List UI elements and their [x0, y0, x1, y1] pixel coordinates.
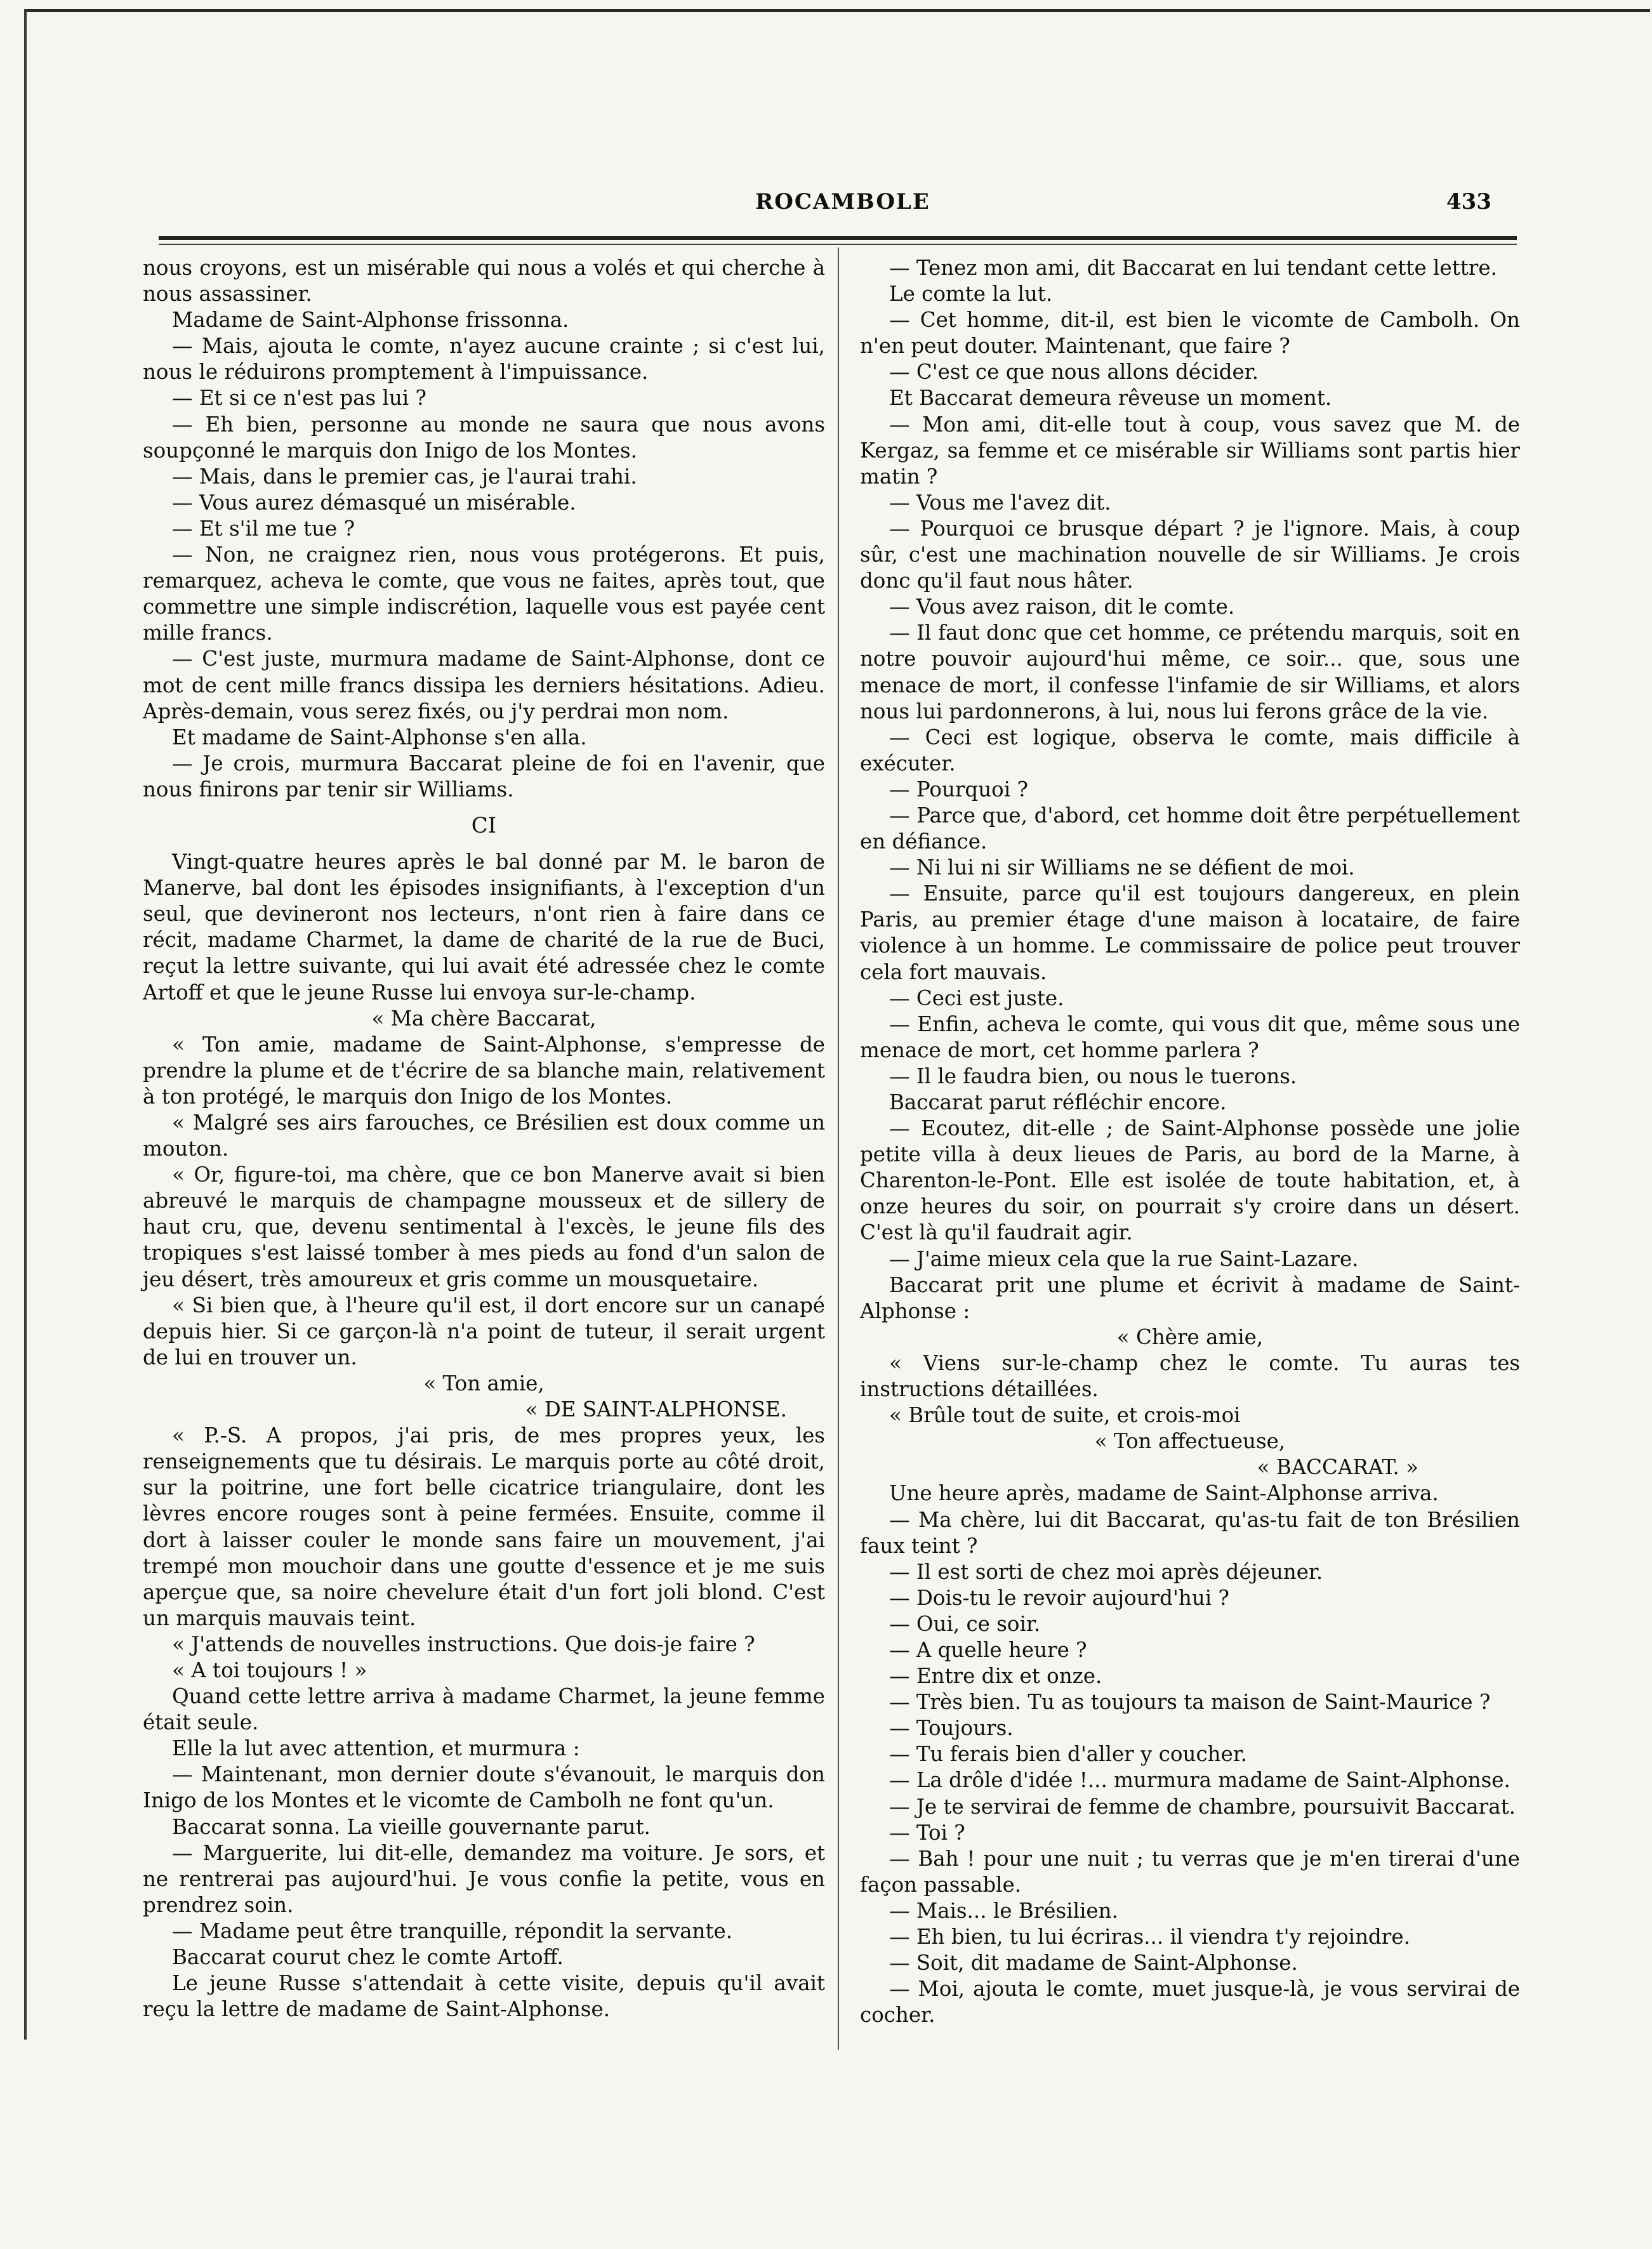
paragraph: Le jeune Russe s'attendait à cette visite, depuis qu'il avait reçu la lettre de madame de Saint-Alphonse. [143, 1971, 825, 2022]
paragraph: « P.-S. A propos, j'ai pris, de mes propres yeux, les renseignements que tu désirais. Le marquis porte au côté droit, sur la poitrine, une fort belle cicatrice triangulaire, dont les lèvres encore rouges sont à peine fermées. Ensuite, comme il dort à laisser couler le monde sans faire un mouvement, j'ai trempé mon mouchoir dans une goutte d'essence et je me suis aperçue que, sa noire chevelure était d'un fort joli blond. C'est un marquis mauvais teint. [143, 1423, 825, 1630]
paragraph: — Et si ce n'est pas lui ? [172, 386, 426, 411]
page-number: 433 [1446, 189, 1491, 214]
paragraph: « Ma chère Baccarat, [371, 1006, 597, 1031]
paragraph: — Enfin, acheva le comte, qui vous dit que, même sous une menace de mort, cet homme parlera ? [860, 1012, 1520, 1062]
paragraph: Le comte la lut. [889, 282, 1053, 307]
paragraph: — Madame peut être tranquille, répondit la servante. [172, 1918, 733, 1943]
paragraph: — Toi ? [889, 1820, 965, 1845]
paragraph: — Ceci est logique, observa le comte, mais difficile à exécuter. [860, 725, 1520, 775]
paragraph: — Ecoutez, dit-elle ; de Saint-Alphonse possède une jolie petite villa à deux lieues de Paris, au bord de la Marne, à Charenton-le-Pont. Elle est isolée de toute habitation, et, à onze heures du soir, on pourrait s'y croire dans un désert. C'est là qu'il faudrait agir. [860, 1116, 1520, 1245]
paragraph: — Moi, ajouta le comte, muet jusque-là, je vous servirai de cocher. [860, 1977, 1520, 2028]
paragraph: Baccarat prit une plume et écrivit à madame de Saint-Alphonse : [860, 1272, 1520, 1323]
page-border-left [24, 9, 27, 2040]
left-column [143, 255, 825, 2022]
paragraph: « Chère amie, [1116, 1324, 1264, 1349]
paragraph: « J'attends de nouvelles instructions. Que dois-je faire ? [172, 1632, 755, 1656]
paragraph: — Ceci est juste. [889, 986, 1064, 1010]
paragraph: — Je crois, murmura Baccarat pleine de foi en l'avenir, que nous finirons par tenir sir Williams. [143, 751, 825, 801]
paragraph: — La drôle d'idée !... murmura madame de Saint-Alphonse. [889, 1768, 1510, 1793]
paragraph: Vingt-quatre heures après le bal donné par M. le baron de Manerve, bal dont les épisodes insignifiants, à l'exception d'un seul, que devineront nos lecteurs, n'ont rien à faire dans ce récit, madame Charmet, la dame de charité de la rue de Buci, reçut la lettre suivante, qui lui avait été adressée chez le comte Artoff et que le jeune Russe lui envoya sur-le-champ. [143, 850, 825, 1005]
paragraph: — Oui, ce soir. [889, 1611, 1041, 1636]
paragraph: — Ni lui ni sir Williams ne se défient de moi. [889, 855, 1355, 880]
paragraph: Baccarat sonna. La vieille gouvernante parut. [172, 1814, 651, 1839]
running-header [159, 189, 1491, 227]
header-rule-thin [159, 244, 1517, 245]
paragraph: Elle la lut avec attention, et murmura : [172, 1736, 580, 1761]
paragraph: Baccarat courut chez le comte Artoff. [172, 1945, 564, 1969]
paragraph: « DE SAINT-ALPHONSE. [525, 1397, 787, 1422]
paragraph: — Ma chère, lui dit Baccarat, qu'as-tu fait de ton Brésilien faux teint ? [860, 1507, 1520, 1558]
paragraph: « Or, figure-toi, ma chère, que ce bon Manerve avait si bien abreuvé le marquis de champagne mousseux et de sillery de haut cru, que, devenu sentimental à l'excès, le jeune fils des tropiques s'est laissé tomber à mes pieds au fond d'un salon de jeu désert, très amoureux et gris comme un mousquetaire. [143, 1163, 825, 1291]
paragraph: — Mon ami, dit-elle tout à coup, vous savez que M. de Kergaz, sa femme et ce misérable sir Williams sont partis hier matin ? [860, 412, 1520, 489]
paragraph: « Si bien que, à l'heure qu'il est, il dort encore sur un canapé depuis hier. Si ce garçon-là n'a point de tuteur, il serait urgent de lui en trouver un. [143, 1293, 825, 1369]
paragraph: — Mais, ajouta le comte, n'ayez aucune crainte ; si c'est lui, nous le réduirons promptement à l'impuissance. [143, 334, 825, 385]
paragraph: — Mais, dans le premier cas, je l'aurai trahi. [172, 464, 637, 489]
paragraph: — Il le faudra bien, ou nous le tuerons. [889, 1064, 1297, 1088]
paragraph: — Vous me l'avez dit. [889, 490, 1111, 515]
paragraph: — Bah ! pour une nuit ; tu verras que je m'en tirerai d'une façon passable. [860, 1846, 1520, 1897]
paragraph: — Tenez mon ami, dit Baccarat en lui tendant cette lettre. [889, 256, 1497, 280]
paragraph: « Ton amie, [423, 1371, 545, 1395]
paragraph: — J'aime mieux cela que la rue Saint-Lazare. [889, 1246, 1359, 1271]
paragraph: « Ton affectueuse, [1094, 1429, 1286, 1454]
chapter-heading: CI [471, 812, 497, 838]
paragraph: — Pourquoi ? [889, 777, 1028, 801]
column-divider [838, 247, 839, 2050]
paragraph: « Brûle tout de suite, et crois-moi [889, 1403, 1241, 1428]
paragraph: — Eh bien, tu lui écriras... il viendra t'y rejoindre. [889, 1925, 1410, 1949]
paragraph: nous croyons, est un misérable qui nous a volés et qui cherche à nous assassiner. [143, 256, 825, 307]
paragraph: Quand cette lettre arriva à madame Charmet, la jeune femme était seule. [143, 1684, 825, 1735]
header-rule-thick [159, 236, 1517, 240]
paragraph: Madame de Saint-Alphonse frissonna. [172, 308, 569, 333]
paragraph: — Parce que, d'abord, cet homme doit être perpétuellement en défiance. [860, 803, 1520, 854]
paragraph: — Maintenant, mon dernier doute s'évanouit, le marquis don Inigo de los Montes et le vicomte de Cambolh ne font qu'un. [143, 1762, 825, 1813]
paragraph: — Pourquoi ce brusque départ ? je l'ignore. Mais, à coup sûr, c'est une machination nouvelle de sir Williams. Je crois donc qu'il faut nous hâter. [860, 516, 1520, 593]
paragraph: — Entre dix et onze. [889, 1664, 1102, 1689]
paragraph: — Cet homme, dit-il, est bien le vicomte de Cambolh. On n'en peut douter. Maintenant, que faire ? [860, 308, 1520, 359]
paragraph: « BACCARAT. » [1257, 1455, 1418, 1480]
paragraph: Et madame de Saint-Alphonse s'en alla. [172, 725, 587, 749]
paragraph: — Tu ferais bien d'aller y coucher. [889, 1742, 1248, 1767]
paragraph: — Eh bien, personne au monde ne saura que nous avons soupçonné le marquis don Inigo de los Montes. [143, 412, 825, 463]
paragraph: — Il faut donc que cet homme, ce prétendu marquis, soit en notre pouvoir aujourd'hui même, ce soir... que, sous une menace de mort, il confesse l'infamie de sir Williams, et alors nous lui pardonnerons, à lui, nous lui ferons grâce de la vie. [860, 621, 1520, 723]
paragraph: — Non, ne craignez rien, nous vous protégerons. Et puis, remarquez, acheva le comte, que vous ne faites, après tout, que commettre une simple indiscrétion, laquelle vous est payée cent mille francs. [143, 543, 825, 645]
running-title: ROCAMBOLE [755, 189, 930, 214]
paragraph: — Je te servirai de femme de chambre, poursuivit Baccarat. [889, 1794, 1516, 1819]
paragraph: — Dois-tu le revoir aujourd'hui ? [889, 1585, 1229, 1610]
paragraph: — Marguerite, lui dit-elle, demandez ma voiture. Je sors, et ne rentrerai pas aujourd'hui. Je vous confie la petite, vous en prendrez soin. [143, 1840, 825, 1917]
paragraph: — C'est ce que nous allons décider. [889, 360, 1259, 385]
paragraph: — Vous aurez démasqué un misérable. [172, 490, 576, 515]
paragraph: — Mais... le Brésilien. [889, 1898, 1118, 1923]
paragraph: « Malgré ses airs farouches, ce Brésilien est doux comme un mouton. [143, 1111, 825, 1161]
paragraph: — A quelle heure ? [889, 1637, 1087, 1662]
paragraph: — Ensuite, parce qu'il est toujours dangereux, en plein Paris, au premier étage d'une maison à locataire, de faire violence à un homme. Le commissaire de police peut trouver cela fort mauvais. [860, 881, 1520, 984]
paragraph: « A toi toujours ! » [172, 1658, 367, 1682]
paragraph: Baccarat parut réfléchir encore. [889, 1090, 1227, 1114]
paragraph: — Et s'il me tue ? [172, 516, 355, 541]
paragraph: « Ton amie, madame de Saint-Alphonse, s'empresse de prendre la plume et de t'écrire de sa blanche main, relativement à ton protégé, le marquis don Inigo de los Montes. [143, 1032, 825, 1109]
paragraph: — Vous avez raison, dit le comte. [889, 595, 1235, 619]
paragraph: — Toujours. [889, 1716, 1014, 1741]
paragraph: — Il est sorti de chez moi après déjeuner. [889, 1559, 1323, 1584]
paragraph: Une heure après, madame de Saint-Alphonse arriva. [889, 1481, 1439, 1506]
page-border-top [25, 9, 1650, 12]
paragraph: — Très bien. Tu as toujours ta maison de Saint-Maurice ? [889, 1690, 1491, 1715]
right-column [860, 255, 1520, 2028]
paragraph: — C'est juste, murmura madame de Saint-Alphonse, dont ce mot de cent mille francs dissipa les derniers hésitations. Adieu. Après-demain, vous serez fixés, ou j'y perdrai mon nom. [143, 647, 825, 723]
paragraph: Et Baccarat demeura rêveuse un moment. [889, 386, 1332, 411]
paragraph: « Viens sur-le-champ chez le comte. Tu auras tes instructions détaillées. [860, 1350, 1520, 1402]
paragraph: — Soit, dit madame de Saint-Alphonse. [889, 1951, 1298, 1975]
